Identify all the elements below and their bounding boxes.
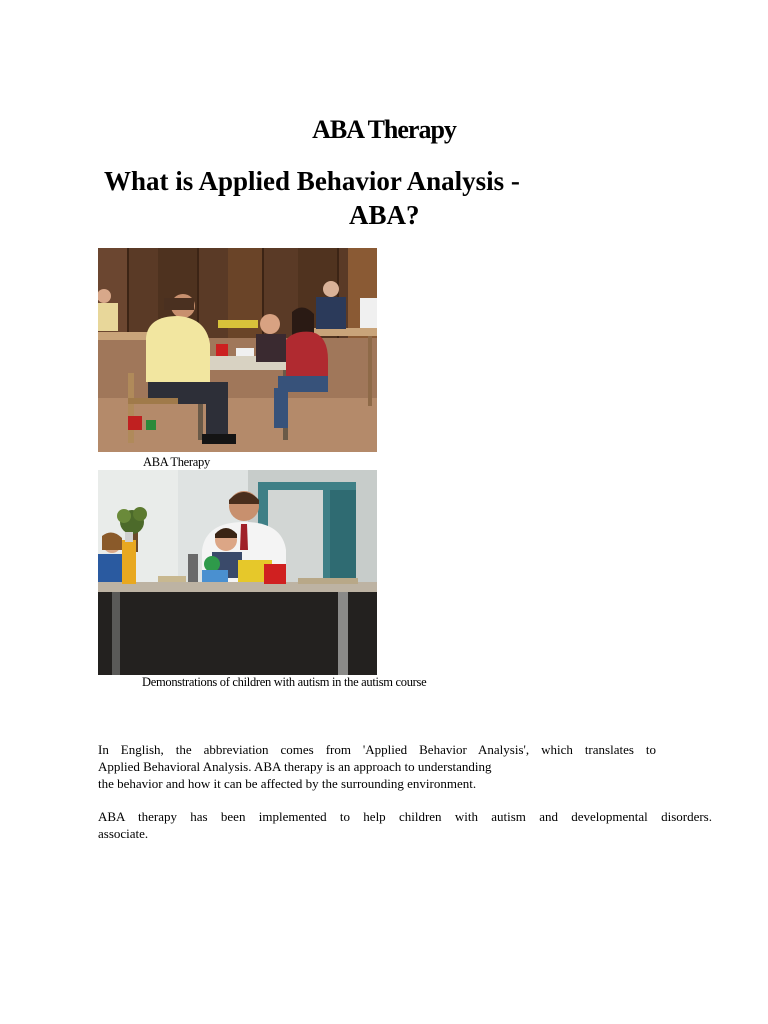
demonstration-photo	[98, 470, 377, 675]
document-heading	[104, 164, 564, 232]
paragraph-line: In English, the abbreviation comes from 'Applied Behavior Analysis', which translates to	[98, 742, 656, 757]
figure-caption: Demonstrations of children with autism in the autism course	[142, 675, 427, 689]
document-title: ABA Therapy	[312, 115, 456, 144]
body-paragraph-1	[98, 741, 712, 792]
paragraph-line: associate.	[98, 826, 149, 841]
figure-caption: ABA Therapy	[143, 455, 210, 469]
classroom-photo	[98, 248, 377, 452]
heading-line-2: ABA?	[349, 200, 420, 230]
body-paragraph-2	[98, 808, 712, 842]
heading-line-1: What is Applied Behavior Analysis -	[104, 166, 520, 196]
paragraph-line: Applied Behavioral Analysis. ABA therapy is an approach to understanding	[98, 759, 492, 774]
paragraph-line: the behavior and how it can be affected by the surrounding environment.	[98, 776, 477, 791]
paragraph-line: ABA therapy has been implemented to help children with autism and developmental disorders.	[98, 809, 712, 824]
